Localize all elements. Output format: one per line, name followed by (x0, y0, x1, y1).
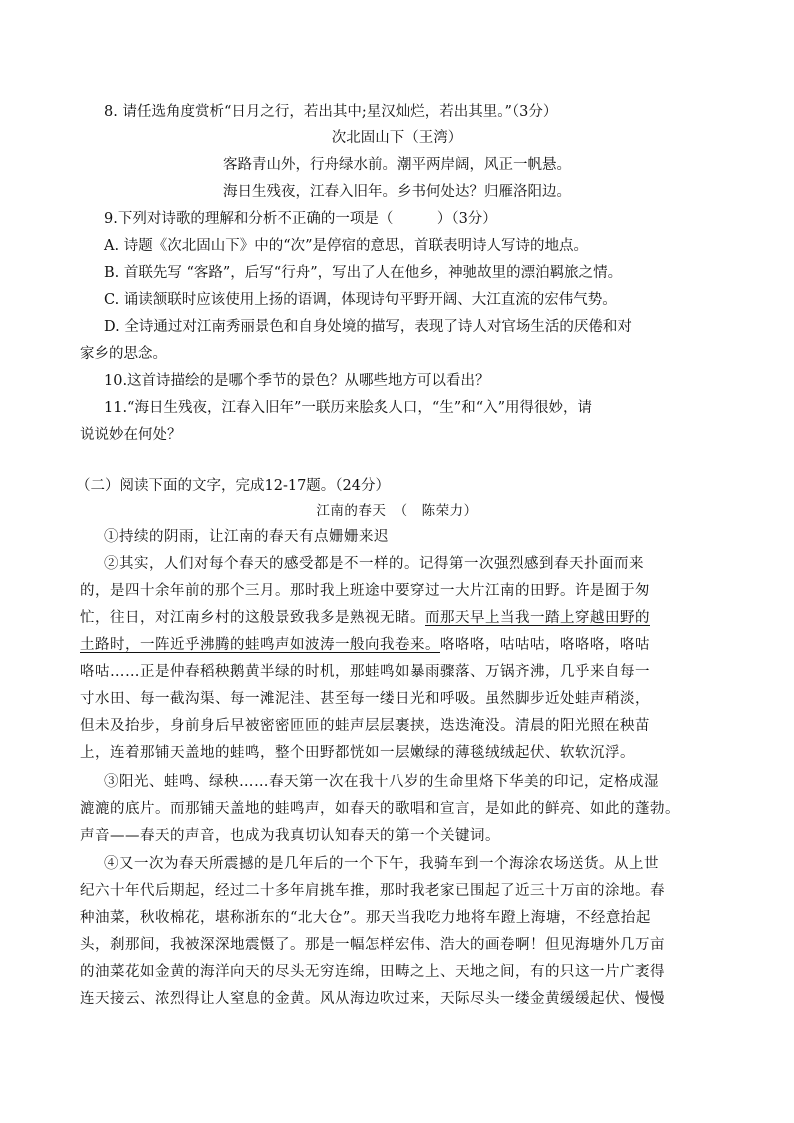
paragraph-2-line-5: 咯咕……正是仲春稻秧鹅黄半绿的时机，那蛙鸣如暴雨骤落、万锅齐沸，几乎来自每一 (80, 664, 650, 680)
section-2-heading: （二）阅读下面的文字，完成12-17题。（24分） (76, 478, 390, 494)
paragraph-2-text: 忙，往日，对江南乡村的这般景致我多是熟视无睹。 (80, 610, 425, 626)
question-9-option-c: C. 诵读颔联时应该使用上扬的语调，体现诗句平野开阔、大江直流的宏伟气势。 (104, 292, 617, 308)
question-9-stem: 9.下列对诗歌的理解和分析不正确的一项是（ ）（3分） (104, 211, 497, 227)
paragraph-2-text: 咯咯咯，咕咕咕，咯咯咯，咯咕 (440, 637, 650, 653)
question-11: 11.“海日生残夜，江春入旧年”一联历来脍炙人口，“生”和“入”用得很妙，请 (104, 400, 593, 416)
paragraph-4-line-4: 头，刹那间，我被深深地震慑了。那是一幅怎样宏伟、浩大的画卷啊！但见海塘外几万亩 (80, 937, 665, 953)
paragraph-4-line-5: 的油菜花如金黄的海洋向天的尽头无穷连绵，田畴之上、天地之间，有的只这一片广袤得 (80, 964, 665, 980)
underlined-sentence-cont: 土路时，一阵近乎沸腾的蛙鸣声如波涛一般向我卷来。 (80, 637, 440, 653)
poem-line-2: 海日生残夜，江春入旧年。乡书何处达？归雁洛阳边。 (223, 184, 571, 200)
question-8: 8. 请任选角度赏析“日月之行，若出其中;星汉灿烂，若出其里。”（3分） (104, 104, 558, 120)
paragraph-2-line-4 (80, 634, 650, 656)
paragraph-2-line-6: 寸水田、每一截沟渠、每一滩泥洼、甚至每一缕日光和呼吸。虽然脚步近处蛙声稍淡， (80, 691, 650, 707)
poem-line-1: 客路青山外，行舟绿水前。潮平两岸阔，风正一帆悬。 (223, 157, 571, 173)
paragraph-3-line-2: 漉漉的底片。而那铺天盖地的蛙鸣声，如春天的歌唱和宣言，是如此的鲜亮、如此的蓬勃。 (80, 801, 680, 817)
question-10: 10.这首诗描绘的是哪个季节的景色？从哪些地方可以看出？ (104, 373, 490, 389)
underlined-sentence: 而那天早上当我一踏上穿越田野的 (425, 610, 650, 626)
poem-title: 次北固山下（王湾） (331, 130, 463, 146)
paragraph-3-line-1: ③阳光、蛙鸣、绿秧……春天第一次在我十八岁的生命里烙下华美的印记，定格成湿 (104, 774, 659, 790)
question-11-cont: 说说妙在何处？ (80, 427, 182, 443)
paragraph-2-line-1: ②其实，人们对每个春天的感受都是不一样的。记得第一次强烈感到春天扑面而来 (104, 556, 644, 572)
question-9-option-d: D. 全诗通过对江南秀丽景色和自身处境的描写，表现了诗人对官场生活的厌倦和对 (104, 319, 632, 335)
article-title: 江南的春天 （ 陈荣力） (316, 503, 478, 519)
paragraph-1: ①持续的阴雨，让江南的春天有点姗姗来迟 (104, 529, 389, 545)
question-9-option-b: B. 首联先写 “客路”，后写“行舟”，写出了人在他乡，神驰故里的漂泊羁旅之情。 (104, 265, 623, 281)
question-9-option-a: A. 诗题《次北固山下》中的“次”是停宿的意思，首联表明诗人写诗的地点。 (104, 238, 589, 254)
paragraph-2-line-2: 的，是四十余年前的那个三月。那时我上班途中要穿过一大片江南的田野。许是囿于匆 (80, 583, 650, 599)
question-9-option-d-cont: 家乡的思念。 (80, 346, 167, 362)
paragraph-4-line-3: 种油菜，秋收棉花，堪称浙东的“北大仓”。那天当我吃力地将车蹬上海塘，不经意抬起 (80, 910, 651, 926)
paragraph-4-line-6: 连天接云、浓烈得让人窒息的金黄。风从海边吹过来，天际尽头一缕金黄缓缓起伏、慢慢 (80, 991, 665, 1007)
paragraph-4-line-1: ④又一次为春天所震撼的是几年后的一个下午，我骑车到一个海涂农场送货。从上世 (104, 856, 659, 872)
paragraph-2-line-8: 上，连着那铺天盖地的蛙鸣，整个田野都恍如一层嫩绿的薄毯绒绒起伏、软软沉浮。 (80, 745, 635, 761)
paragraph-4-line-2: 纪六十年代后期起，经过二十多年肩挑车推，那时我老家已围起了近三十万亩的涂地。春 (80, 883, 665, 899)
paragraph-3-line-3: 声音——春天的声音，也成为我真切认知春天的第一个关键词。 (80, 828, 500, 844)
paragraph-2-line-7: 但未及抬步，身前身后早被密密匝匝的蛙声层层裹挟，迭迭淹没。清晨的阳光照在秧苗 (80, 718, 650, 734)
paragraph-2-line-3 (80, 607, 650, 629)
